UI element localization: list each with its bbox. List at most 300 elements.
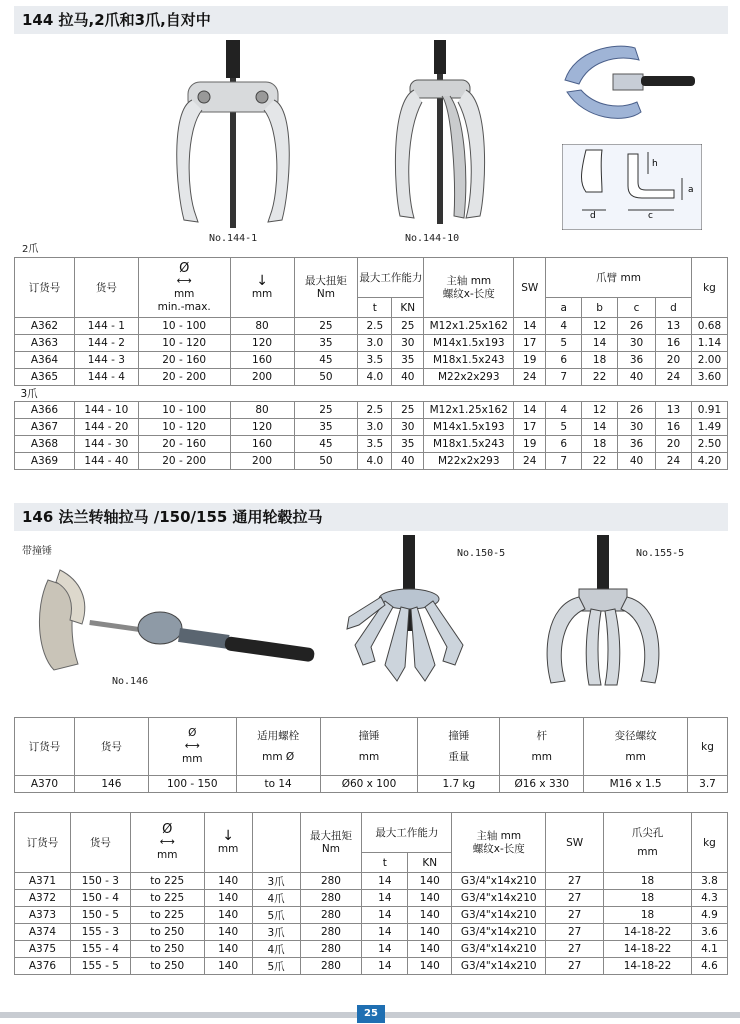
table-row [15, 419, 728, 436]
cell: 30 [618, 419, 656, 436]
t2-weight-label: 撞锤 [448, 729, 470, 742]
t3-shaft-label: 主轴 mm [476, 829, 522, 842]
cell: 150 - 3 [70, 873, 130, 890]
cell: 144 - 10 [74, 402, 138, 419]
cell: 4.20 [691, 453, 727, 470]
cell: to 14 [236, 776, 320, 793]
cell: 22 [582, 453, 618, 470]
hammer-label: 带撞锤 [22, 546, 52, 557]
puller-closeup-image [555, 40, 705, 130]
cell: M22x2x293 [424, 453, 514, 470]
cell: 140 [408, 958, 452, 975]
table-row [15, 924, 728, 941]
cell: 200 [230, 369, 294, 386]
cell: 140 [204, 873, 252, 890]
cell: M12x1.25x162 [424, 402, 514, 419]
table-row [15, 352, 728, 369]
cell: 120 [230, 335, 294, 352]
cell: M22x2x293 [424, 369, 514, 386]
th-c: c [618, 298, 656, 318]
cell: 36 [618, 436, 656, 453]
cell: 25 [294, 402, 358, 419]
t3-th-torque [300, 813, 362, 873]
th-d: d [656, 298, 692, 318]
group-label-3jaw: 3爪 [15, 386, 728, 402]
cell: 20 - 160 [138, 352, 230, 369]
cell: 140 [408, 941, 452, 958]
cell: 13 [656, 318, 692, 335]
cell: 14 [514, 318, 546, 335]
cell: 30 [392, 419, 424, 436]
cell: 0.68 [691, 318, 727, 335]
cell: 3.0 [358, 335, 392, 352]
t3-torque-unit: Nm [321, 842, 340, 855]
cell: G3/4"x14x210 [452, 890, 546, 907]
cell: A362 [15, 318, 75, 335]
cell: 80 [230, 318, 294, 335]
cell: 35 [294, 419, 358, 436]
cell: 18 [582, 436, 618, 453]
dim-c-label: c [648, 211, 653, 221]
t3-dia-symbol: Ø [162, 822, 173, 837]
th-kn: KN [392, 298, 424, 318]
cell: 1.49 [691, 419, 727, 436]
cell: 10 - 100 [138, 318, 230, 335]
cell: 35 [392, 352, 424, 369]
dia-unit: mm [173, 287, 195, 300]
cell: A373 [15, 907, 71, 924]
t2-bolt-unit: mm Ø [262, 750, 295, 763]
cell: 280 [300, 873, 362, 890]
cell: 25 [392, 318, 424, 335]
five-jaw-puller-150-image [345, 535, 495, 695]
cell: 20 - 200 [138, 369, 230, 386]
cell: 5爪 [252, 958, 300, 975]
cell: 3.5 [358, 352, 392, 369]
jaw-dimension-diagram [562, 144, 702, 230]
cell: 27 [546, 958, 604, 975]
three-jaw-puller-image [380, 40, 500, 230]
table-row [15, 453, 728, 470]
cell: 2.50 [691, 436, 727, 453]
cell: 36 [618, 352, 656, 369]
cell: 20 - 200 [138, 453, 230, 470]
th-t: t [358, 298, 392, 318]
th-a: a [546, 298, 582, 318]
cell: 4.6 [691, 958, 727, 975]
t2-th-diameter [148, 718, 236, 776]
cell: 1.14 [691, 335, 727, 352]
cell: 14-18-22 [604, 924, 692, 941]
table-row [15, 369, 728, 386]
t3-th-depth [204, 813, 252, 873]
cell: 6 [546, 436, 582, 453]
cell: A363 [15, 335, 75, 352]
rows-2jaw [15, 318, 728, 386]
cell: 5 [546, 419, 582, 436]
t3-th-order: 订货号 [15, 813, 71, 873]
dim-a-label: a [688, 185, 694, 195]
cell: 4.1 [691, 941, 727, 958]
cell: A370 [15, 776, 75, 793]
cell: Ø60 x 100 [320, 776, 418, 793]
cell: 17 [514, 419, 546, 436]
cell: 140 [204, 958, 252, 975]
cell: A372 [15, 890, 71, 907]
cell: 150 - 5 [70, 907, 130, 924]
cell: 5 [546, 335, 582, 352]
t3-th-kg: kg [691, 813, 727, 873]
cell: 18 [604, 890, 692, 907]
cell: 14 [362, 941, 408, 958]
cell: 27 [546, 924, 604, 941]
cell: 150 - 4 [70, 890, 130, 907]
cell: 4.0 [358, 453, 392, 470]
cell: 24 [656, 369, 692, 386]
rows-150-155 [15, 873, 728, 975]
cell: to 250 [130, 958, 204, 975]
cell: 20 - 160 [138, 436, 230, 453]
dia-minmax: min.-max. [157, 300, 211, 313]
cell: G3/4"x14x210 [452, 958, 546, 975]
cell: G3/4"x14x210 [452, 924, 546, 941]
t3-th-kn: KN [408, 853, 452, 873]
th-b: b [582, 298, 618, 318]
cell: 200 [230, 453, 294, 470]
t3-th-tip [604, 813, 692, 873]
cell: 144 - 4 [74, 369, 138, 386]
depth-unit: mm [251, 287, 273, 300]
cell: 45 [294, 436, 358, 453]
cell: 100 - 150 [148, 776, 236, 793]
cell: 27 [546, 941, 604, 958]
cell: 40 [618, 369, 656, 386]
group-label-2jaw-top: 2爪 [22, 244, 39, 255]
cell: 14-18-22 [604, 958, 692, 975]
caption-144-10: No.144-10 [405, 233, 460, 244]
cell: 155 - 3 [70, 924, 130, 941]
cell: 146 [74, 776, 148, 793]
cell: 24 [656, 453, 692, 470]
cell: 155 - 5 [70, 958, 130, 975]
cell: 3爪 [252, 873, 300, 890]
cell: 14 [582, 419, 618, 436]
cell: 16 [656, 419, 692, 436]
cell: 4.3 [691, 890, 727, 907]
cell: 4爪 [252, 941, 300, 958]
table-row [15, 958, 728, 975]
caption-150-5: No.150-5 [457, 548, 506, 559]
cell: G3/4"x14x210 [452, 907, 546, 924]
cell: 22 [582, 369, 618, 386]
cell: A366 [15, 402, 75, 419]
cell: to 250 [130, 924, 204, 941]
cell: 4 [546, 318, 582, 335]
shaft-label: 主轴 mm [446, 274, 492, 287]
cell: 45 [294, 352, 358, 369]
cell: M12x1.25x162 [424, 318, 514, 335]
table-row [15, 890, 728, 907]
cell: 14-18-22 [604, 941, 692, 958]
t3-tip-label: 爪尖孔 [631, 826, 664, 839]
t2-th-kg: kg [688, 718, 728, 776]
spec-table-144 [14, 257, 728, 470]
cell: 16 [656, 335, 692, 352]
cell: 140 [408, 907, 452, 924]
cell: 14 [362, 958, 408, 975]
cell: 140 [204, 890, 252, 907]
cell: 50 [294, 369, 358, 386]
cell: 140 [408, 873, 452, 890]
cell: 4.0 [358, 369, 392, 386]
table-row [15, 318, 728, 335]
cell: 1.7 kg [418, 776, 500, 793]
cell: 18 [582, 352, 618, 369]
cell: M14x1.5x193 [424, 419, 514, 436]
cell: 7 [546, 369, 582, 386]
t2-dia-symbol: Ø [188, 727, 197, 739]
cell: 140 [408, 890, 452, 907]
cell: A368 [15, 436, 75, 453]
t2-rod-unit: mm [531, 750, 552, 763]
t2-hammer-unit: mm [358, 750, 380, 763]
cell: to 225 [130, 873, 204, 890]
cell: 19 [514, 436, 546, 453]
t3-arrow-icon: ⟷ [159, 836, 175, 848]
t3-th-sw: SW [546, 813, 604, 873]
th-order: 订货号 [15, 258, 75, 318]
section-title-146: 146 法兰转轴拉马 /150/155 通用轮毂拉马 [14, 503, 728, 531]
cell: 3.8 [691, 873, 727, 890]
cell: M18x1.5x243 [424, 352, 514, 369]
cell: 14 [362, 890, 408, 907]
caption-155-5: No.155-5 [636, 548, 685, 559]
cell: M18x1.5x243 [424, 436, 514, 453]
cell: 14 [362, 907, 408, 924]
spec-table-150-155 [14, 812, 728, 975]
t2-thread-label: 变径螺纹 [614, 729, 657, 742]
down-arrow-icon: ↓ [256, 272, 268, 289]
t3-shaft-thread: 螺纹x-长度 [472, 842, 525, 855]
cell: 24 [514, 453, 546, 470]
cell: 10 - 120 [138, 335, 230, 352]
cell: 7 [546, 453, 582, 470]
cell: 26 [618, 318, 656, 335]
table-row [15, 776, 728, 793]
cell: A364 [15, 352, 75, 369]
cell: 160 [230, 352, 294, 369]
t3-th-model: 货号 [70, 813, 130, 873]
table-row [15, 907, 728, 924]
cell: 14 [514, 402, 546, 419]
cell: 144 - 1 [74, 318, 138, 335]
t2-th-model: 货号 [74, 718, 148, 776]
cell: 3.60 [691, 369, 727, 386]
cell: 144 - 30 [74, 436, 138, 453]
cell: to 225 [130, 907, 204, 924]
cell: 20 [656, 352, 692, 369]
th-depth [230, 258, 294, 318]
t3-down-arrow-icon: ↓ [222, 827, 235, 844]
cell: 144 - 3 [74, 352, 138, 369]
cell: M14x1.5x193 [424, 335, 514, 352]
cell: 5爪 [252, 907, 300, 924]
cell: 4 [546, 402, 582, 419]
section-title-144: 144 拉马,2爪和3爪,自对中 [14, 6, 728, 34]
cell: 14 [582, 335, 618, 352]
cell: 144 - 20 [74, 419, 138, 436]
th-model: 货号 [74, 258, 138, 318]
cell: 25 [294, 318, 358, 335]
cell: 0.91 [691, 402, 727, 419]
t2-rod-label: 杆 [536, 729, 547, 742]
dia-symbol: Ø [179, 260, 190, 276]
cell: 13 [656, 402, 692, 419]
cell: 18 [604, 907, 692, 924]
cell: 140 [204, 907, 252, 924]
cell: 12 [582, 402, 618, 419]
table-row [15, 941, 728, 958]
arrow-icon: ⟷ [176, 274, 192, 287]
cell: 280 [300, 941, 362, 958]
cell: 2.5 [358, 402, 392, 419]
torque-unit: Nm [316, 287, 335, 300]
cell: 3.7 [688, 776, 728, 793]
t3-th-diameter [130, 813, 204, 873]
table-row [15, 873, 728, 890]
cell: 3爪 [252, 924, 300, 941]
cell: 144 - 40 [74, 453, 138, 470]
caption-146: No.146 [112, 676, 149, 687]
caption-144-1: No.144-1 [209, 233, 258, 244]
cell: 280 [300, 958, 362, 975]
cell: 120 [230, 419, 294, 436]
table-row [15, 402, 728, 419]
th-sw: SW [514, 258, 546, 318]
dim-d-label: d [590, 211, 596, 221]
cell: 27 [546, 890, 604, 907]
t3-tip-unit: mm [637, 845, 658, 858]
cell: 14 [362, 873, 408, 890]
cell: 40 [392, 369, 424, 386]
shaft-thread: 螺纹x-长度 [442, 287, 495, 300]
cell: 50 [294, 453, 358, 470]
cell: to 250 [130, 941, 204, 958]
cell: 20 [656, 436, 692, 453]
t2-th-order: 订货号 [15, 718, 75, 776]
cell: 35 [392, 436, 424, 453]
t3-th-t: t [362, 853, 408, 873]
cell: 27 [546, 907, 604, 924]
t2-dia-unit: mm [182, 753, 203, 765]
cell: 4.9 [691, 907, 727, 924]
table-row [15, 436, 728, 453]
th-shaft [424, 258, 514, 318]
t3-depth-unit: mm [217, 842, 239, 855]
cell: 155 - 4 [70, 941, 130, 958]
cell: 26 [618, 402, 656, 419]
cell: Ø16 x 330 [500, 776, 584, 793]
cell: A376 [15, 958, 71, 975]
cell: 14 [362, 924, 408, 941]
cell: 80 [230, 402, 294, 419]
cell: G3/4"x14x210 [452, 941, 546, 958]
cell: 280 [300, 907, 362, 924]
table-row [15, 335, 728, 352]
cell: 280 [300, 924, 362, 941]
five-jaw-puller-155-image [535, 535, 675, 695]
cell: 12 [582, 318, 618, 335]
th-force: 最大工作能力 [358, 258, 424, 298]
two-jaw-puller-image [168, 40, 298, 230]
cell: 2.5 [358, 318, 392, 335]
t3-th-shaft [452, 813, 546, 873]
t3-th-jaws [252, 813, 300, 873]
cell: 30 [392, 335, 424, 352]
cell: 140 [408, 924, 452, 941]
cell: 3.5 [358, 436, 392, 453]
cell: 140 [204, 924, 252, 941]
t3-dia-unit: mm [157, 849, 178, 861]
cell: 6 [546, 352, 582, 369]
cell: 3.6 [691, 924, 727, 941]
th-kg: kg [691, 258, 727, 318]
t2-th-rod [500, 718, 584, 776]
th-torque [294, 258, 358, 318]
cell: 10 - 120 [138, 419, 230, 436]
cell: G3/4"x14x210 [452, 873, 546, 890]
t2-th-bolt [236, 718, 320, 776]
cell: 160 [230, 436, 294, 453]
t2-hammer-label: 撞锤 [358, 729, 380, 742]
cell: 10 - 100 [138, 402, 230, 419]
cell: A369 [15, 453, 75, 470]
cell: 18 [604, 873, 692, 890]
cell: 17 [514, 335, 546, 352]
t3-th-force: 最大工作能力 [362, 813, 452, 853]
cell: 40 [618, 453, 656, 470]
cell: 4爪 [252, 890, 300, 907]
page-number: 25 [357, 1005, 385, 1023]
cell: 25 [392, 402, 424, 419]
t2-weight-unit: 重量 [448, 750, 470, 763]
cell: 3.0 [358, 419, 392, 436]
t2-bolt-label: 适用螺栓 [257, 729, 300, 742]
cell: 30 [618, 335, 656, 352]
cell: 19 [514, 352, 546, 369]
cell: 35 [294, 335, 358, 352]
cell: A367 [15, 419, 75, 436]
slide-hammer-puller-image [30, 560, 320, 680]
cell: 280 [300, 890, 362, 907]
cell: A375 [15, 941, 71, 958]
t2-thread-unit: mm [625, 750, 646, 763]
cell: 24 [514, 369, 546, 386]
t2-arrow-icon: ⟷ [184, 740, 200, 752]
dim-h-label: h [652, 159, 658, 169]
cell: to 225 [130, 890, 204, 907]
torque-label: 最大扭矩 [304, 274, 347, 287]
t2-th-hammer [320, 718, 418, 776]
spec-table-146 [14, 717, 728, 793]
cell: A374 [15, 924, 71, 941]
cell: A371 [15, 873, 71, 890]
t3-torque-label: 最大扭矩 [309, 829, 352, 842]
cell: 144 - 2 [74, 335, 138, 352]
cell: M16 x 1.5 [584, 776, 688, 793]
cell: A365 [15, 369, 75, 386]
rows-3jaw [15, 402, 728, 470]
